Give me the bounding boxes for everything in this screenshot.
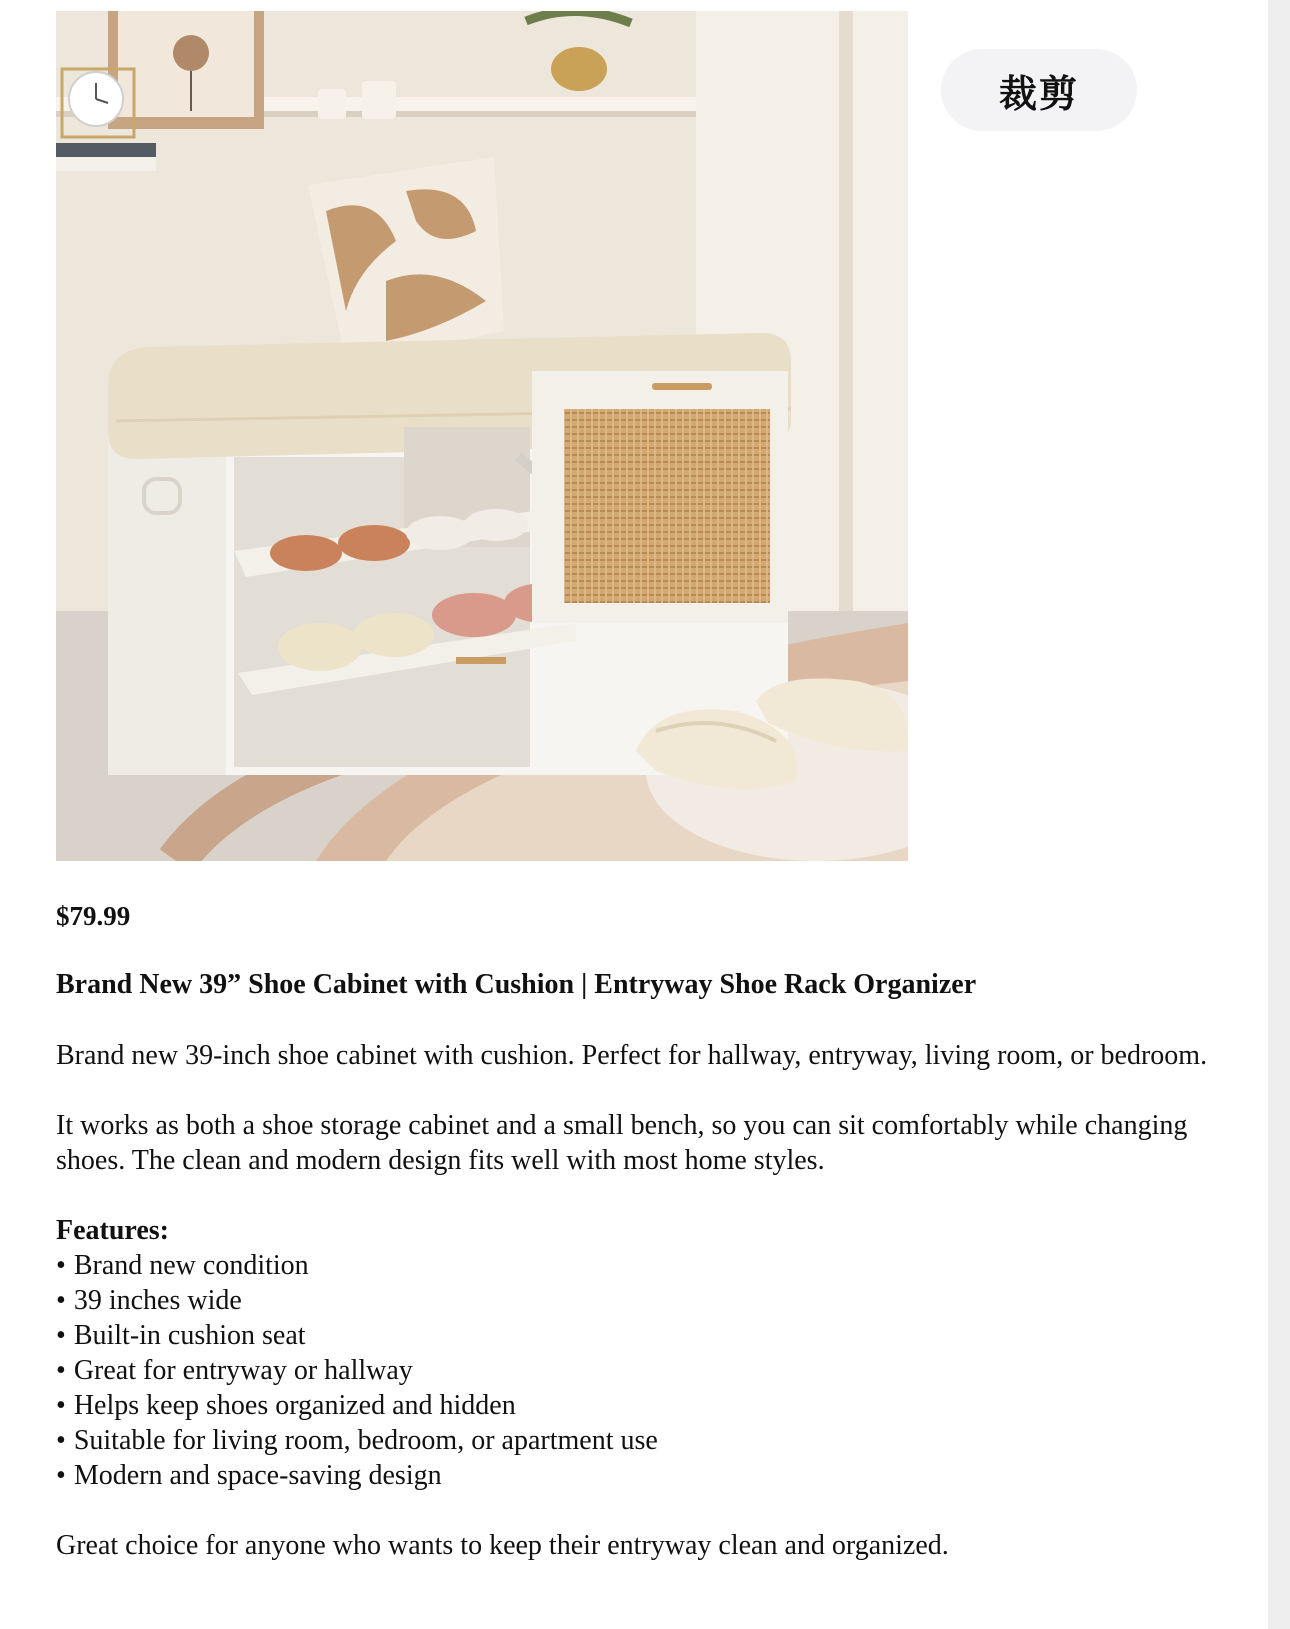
feature-item: • Brand new condition xyxy=(56,1248,1216,1283)
description-paragraph-2: It works as both a shoe storage cabinet and a small bench, so you can sit comfortably while changing shoes. The clean and modern design fits well with most home styles. xyxy=(56,1110,1188,1176)
right-edge-strip xyxy=(1268,0,1290,1629)
crop-button[interactable]: 裁剪 xyxy=(941,49,1137,131)
listing-price: $79.99 xyxy=(56,901,131,931)
closing-paragraph: Great choice for anyone who wants to keep their entryway clean and organized. xyxy=(56,1530,949,1561)
product-photo xyxy=(56,11,908,861)
feature-item: • 39 inches wide xyxy=(56,1283,1216,1318)
feature-item: • Built-in cushion seat xyxy=(56,1318,1216,1353)
listing-title: Brand New 39” Shoe Cabinet with Cushion | Entryway Shoe Rack Organizer xyxy=(56,969,977,1000)
features-heading: Features: xyxy=(56,1215,169,1246)
feature-item: • Helps keep shoes organized and hidden xyxy=(56,1388,1216,1423)
feature-item: • Modern and space-saving design xyxy=(56,1458,1216,1493)
listing-content xyxy=(56,896,1216,1563)
features-list xyxy=(56,1248,1216,1493)
description-paragraph-1: Brand new 39-inch shoe cabinet with cushion. Perfect for hallway, entryway, living room, or bedroom. xyxy=(56,1040,1208,1071)
feature-item: • Suitable for living room, bedroom, or apartment use xyxy=(56,1423,1216,1458)
feature-item: • Great for entryway or hallway xyxy=(56,1353,1216,1388)
